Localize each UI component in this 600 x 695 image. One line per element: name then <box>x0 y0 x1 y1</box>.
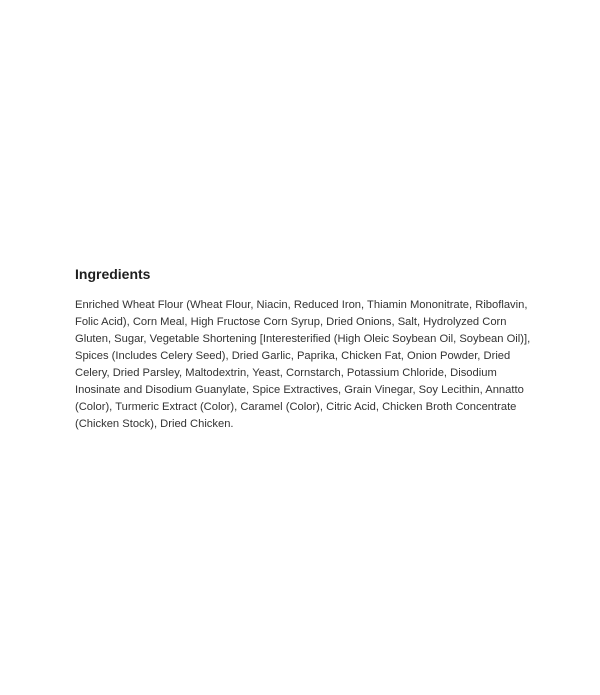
ingredients-text: Enriched Wheat Flour (Wheat Flour, Niacin, Reduced Iron, Thiamin Mononitrate, Riboflavin, Folic Acid), Corn Meal, High Fructose Corn Syrup, Dried Onions, Salt, Hydrolyzed Corn Gluten, Sugar, Vegetable Shortening [Interesterified (High Oleic Soybean Oil, Soybean Oil)], Spices (Includes Celery Seed), Dried Garlic, Paprika, Chicken Fat, Onion Powder, Dried Celery, Dried Parsley, Maltodextrin, Yeast, Cornstarch, Potassium Chloride, Disodium Inosinate and Disodium Guanylate, Spice Extractives, Grain Vinegar, Soy Lecithin, Annatto (Color), Turmeric Extract (Color), Caramel (Color), Citric Acid, Chicken Broth Concentrate (Chicken Stock), Dried Chicken. <box>75 299 531 430</box>
ingredients-section <box>75 264 545 433</box>
ingredients-heading: Ingredients <box>75 266 151 282</box>
